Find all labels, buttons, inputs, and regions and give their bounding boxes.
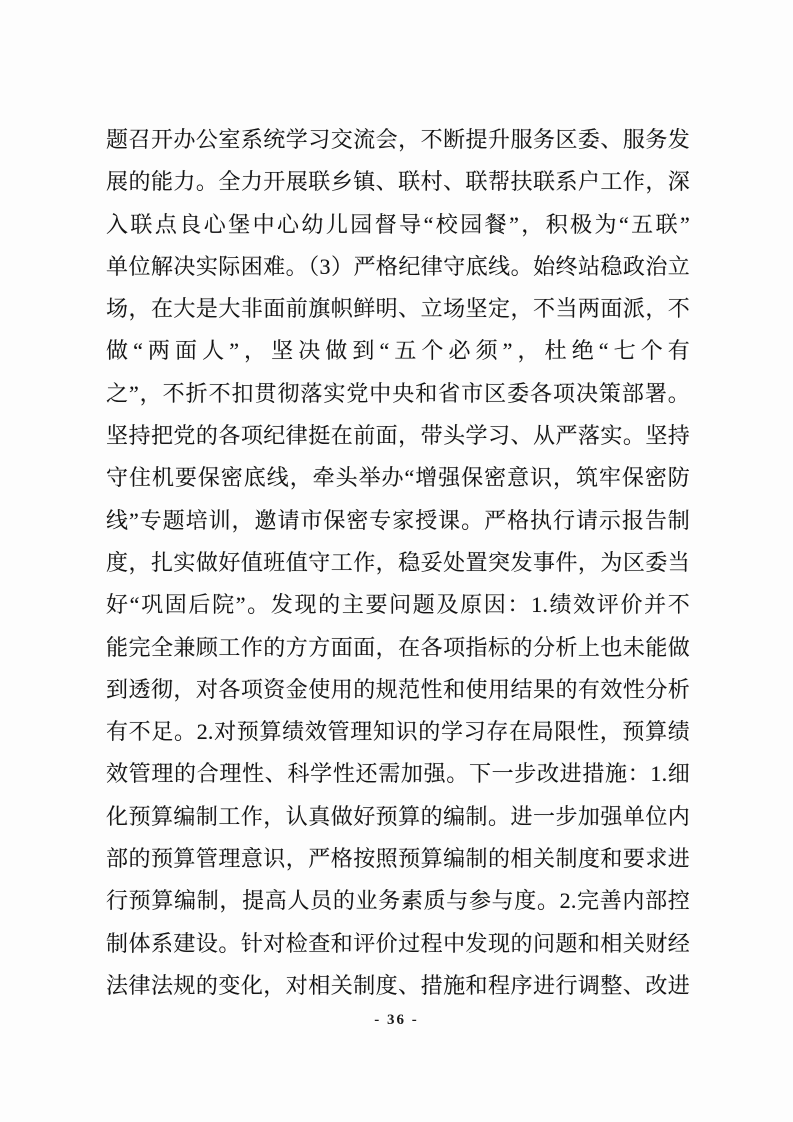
text-line: 好“巩固后院”。发现的主要问题及原因：1.绩效评价并不 (106, 592, 690, 618)
text-line: 场，在大是大非面前旗帜鲜明、立场坚定，不当两面派，不 (106, 296, 690, 322)
text-line: 化预算编制工作，认真做好预算的编制。进一步加强单位内 (106, 803, 690, 829)
text-line: 守住机要保密底线，牵头举办“增强保密意识，筑牢保密防 (106, 465, 690, 491)
text-line: 之”，不折不扣贯彻落实党中央和省市区委各项决策部署。 (106, 380, 690, 406)
text-line: 到透彻，对各项资金使用的规范性和使用结果的有效性分析 (106, 676, 690, 702)
text-line: 有不足。2.对预算绩效管理知识的学习存在局限性，预算绩 (106, 719, 690, 745)
text-line: 展的能力。全力开展联乡镇、联村、联帮扶联系户工作，深 (106, 169, 690, 195)
document-body-text (106, 119, 690, 1007)
text-line: 题召开办公室系统学习交流会，不断提升服务区委、服务发 (106, 127, 690, 152)
text-line: 坚持把党的各项纪律挺在前面，带头学习、从严落实。坚持 (106, 423, 690, 449)
text-line: 行预算编制，提高人员的业务素质与参与度。2.完善内部控 (106, 888, 690, 914)
page-footer (0, 1011, 793, 1029)
text-line: 线”专题培训，邀请市保密专家授课。严格执行请示报告制 (106, 507, 690, 533)
text-line: 能完全兼顾工作的方方面面，在各项指标的分析上也未能做 (106, 634, 690, 660)
text-line: 做“两面人”，坚决做到“五个必须”，杜绝“七个有 (106, 338, 690, 364)
text-line: 法律法规的变化，对相关制度、措施和程序进行调整、改进 (106, 972, 690, 998)
text-line: 度，扎实做好值班值守工作，稳妥处置突发事件，为区委当 (106, 549, 690, 575)
text-line: 制体系建设。针对检查和评价过程中发现的问题和相关财经 (106, 930, 690, 956)
text-line: 部的预算管理意识，严格按照预算编制的相关制度和要求进 (106, 846, 690, 872)
text-line: 效管理的合理性、科学性还需加强。下一步改进措施：1.细 (106, 761, 690, 787)
text-line: 入联点良心堡中心幼儿园督导“校园餐”，积极为“五联” (106, 211, 690, 237)
page-number: - 36 - (374, 1012, 419, 1028)
text-line: 单位解决实际困难。（3）严格纪律守底线。始终站稳政治立 (106, 253, 690, 279)
